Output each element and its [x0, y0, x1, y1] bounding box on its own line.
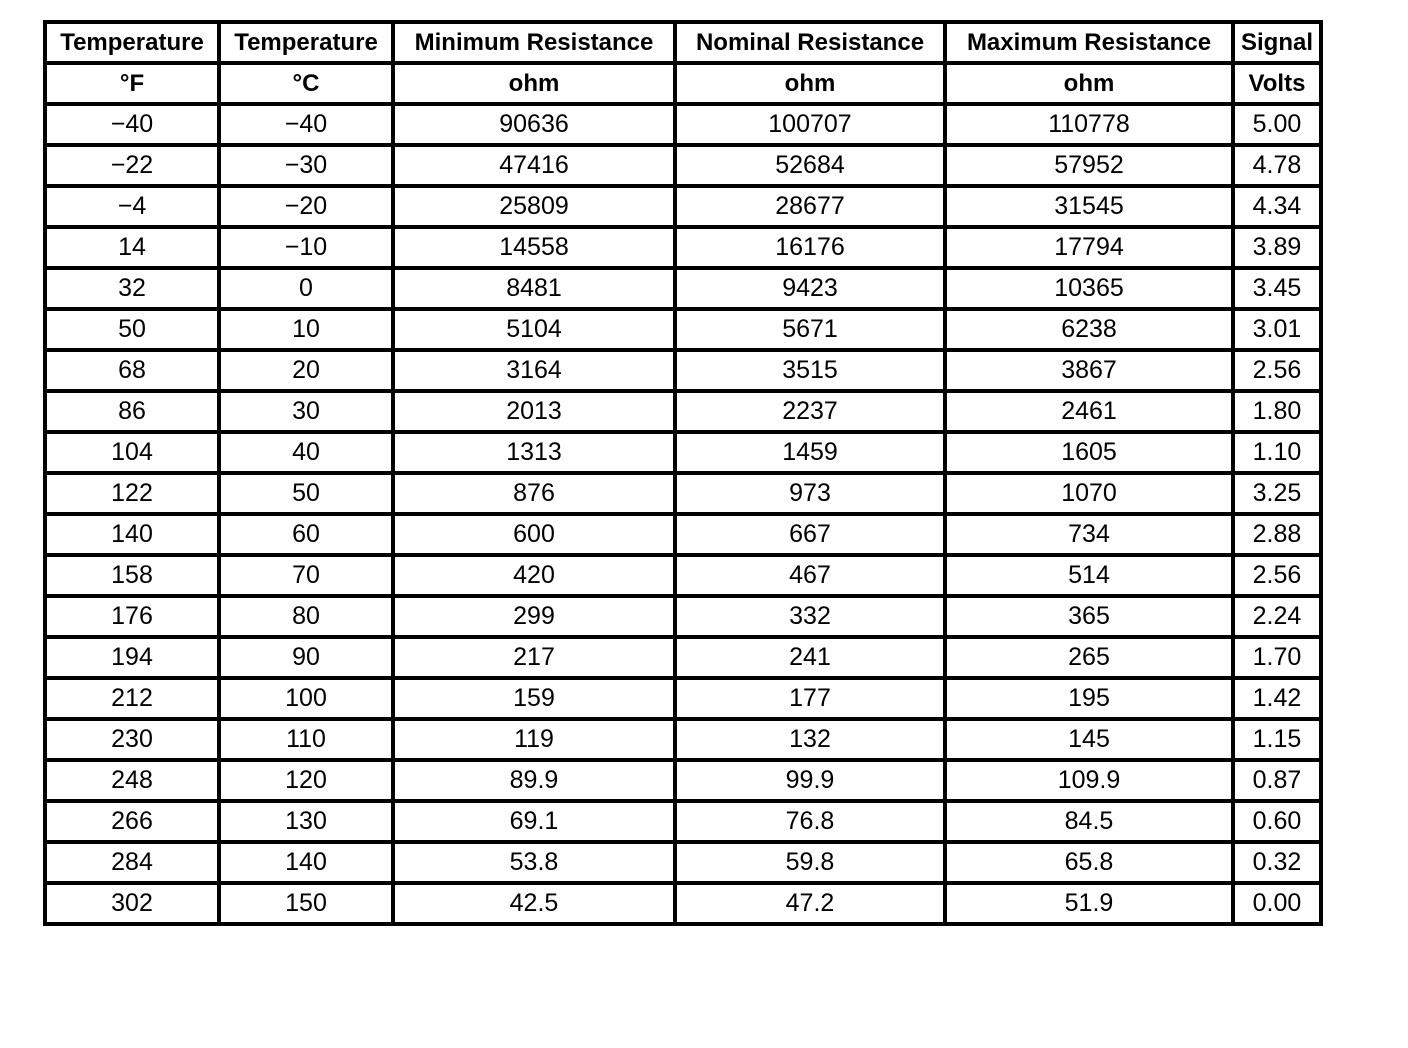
- cell-temp-c: 50: [219, 473, 393, 514]
- header-cell-min-resistance: ohm: [393, 63, 675, 104]
- cell-max-resistance: 31545: [945, 186, 1233, 227]
- cell-signal: 1.80: [1233, 391, 1321, 432]
- table-row: [45, 145, 1321, 186]
- cell-signal: 1.70: [1233, 637, 1321, 678]
- cell-max-resistance: 84.5: [945, 801, 1233, 842]
- header-cell-temp-f: °F: [45, 63, 219, 104]
- temperature-resistance-table: [43, 20, 1323, 926]
- cell-nominal-resistance: 177: [675, 678, 945, 719]
- cell-signal: 0.87: [1233, 760, 1321, 801]
- cell-signal: 2.56: [1233, 350, 1321, 391]
- cell-temp-f: 140: [45, 514, 219, 555]
- cell-temp-c: 140: [219, 842, 393, 883]
- header-cell-max-resistance: ohm: [945, 63, 1233, 104]
- cell-nominal-resistance: 5671: [675, 309, 945, 350]
- cell-temp-c: 120: [219, 760, 393, 801]
- cell-temp-f: 266: [45, 801, 219, 842]
- cell-min-resistance: 600: [393, 514, 675, 555]
- cell-min-resistance: 25809: [393, 186, 675, 227]
- header-cell-max-resistance: Maximum Resistance: [945, 22, 1233, 63]
- cell-nominal-resistance: 973: [675, 473, 945, 514]
- header-row-units: [45, 63, 1321, 104]
- cell-max-resistance: 17794: [945, 227, 1233, 268]
- header-cell-nominal-resistance: ohm: [675, 63, 945, 104]
- cell-nominal-resistance: 28677: [675, 186, 945, 227]
- cell-min-resistance: 5104: [393, 309, 675, 350]
- cell-min-resistance: 69.1: [393, 801, 675, 842]
- cell-signal: 0.60: [1233, 801, 1321, 842]
- cell-temp-f: 284: [45, 842, 219, 883]
- cell-min-resistance: 1313: [393, 432, 675, 473]
- cell-signal: 3.45: [1233, 268, 1321, 309]
- cell-min-resistance: 299: [393, 596, 675, 637]
- table-row: [45, 268, 1321, 309]
- cell-nominal-resistance: 332: [675, 596, 945, 637]
- cell-min-resistance: 89.9: [393, 760, 675, 801]
- cell-signal: 3.89: [1233, 227, 1321, 268]
- cell-nominal-resistance: 99.9: [675, 760, 945, 801]
- cell-nominal-resistance: 2237: [675, 391, 945, 432]
- cell-temp-f: −40: [45, 104, 219, 145]
- table-row: [45, 309, 1321, 350]
- cell-temp-f: 194: [45, 637, 219, 678]
- cell-signal: 0.32: [1233, 842, 1321, 883]
- cell-max-resistance: 2461: [945, 391, 1233, 432]
- header-cell-min-resistance: Minimum Resistance: [393, 22, 675, 63]
- cell-temp-c: 130: [219, 801, 393, 842]
- cell-nominal-resistance: 47.2: [675, 883, 945, 924]
- cell-temp-f: 68: [45, 350, 219, 391]
- table-row: [45, 432, 1321, 473]
- table-row: [45, 391, 1321, 432]
- cell-signal: 3.25: [1233, 473, 1321, 514]
- table-row: [45, 883, 1321, 924]
- cell-nominal-resistance: 1459: [675, 432, 945, 473]
- header-cell-temp-c: Temperature: [219, 22, 393, 63]
- cell-min-resistance: 90636: [393, 104, 675, 145]
- table-row: [45, 678, 1321, 719]
- cell-temp-f: −4: [45, 186, 219, 227]
- cell-temp-c: 10: [219, 309, 393, 350]
- table-row: [45, 801, 1321, 842]
- cell-min-resistance: 2013: [393, 391, 675, 432]
- table-row: [45, 760, 1321, 801]
- cell-temp-c: 90: [219, 637, 393, 678]
- cell-min-resistance: 47416: [393, 145, 675, 186]
- table-row: [45, 473, 1321, 514]
- table-row: [45, 350, 1321, 391]
- cell-nominal-resistance: 52684: [675, 145, 945, 186]
- cell-temp-c: 20: [219, 350, 393, 391]
- cell-min-resistance: 53.8: [393, 842, 675, 883]
- cell-temp-f: 104: [45, 432, 219, 473]
- cell-max-resistance: 110778: [945, 104, 1233, 145]
- cell-min-resistance: 159: [393, 678, 675, 719]
- table-row: [45, 842, 1321, 883]
- cell-max-resistance: 145: [945, 719, 1233, 760]
- table-row: [45, 637, 1321, 678]
- cell-temp-f: 86: [45, 391, 219, 432]
- cell-signal: 4.78: [1233, 145, 1321, 186]
- cell-signal: 5.00: [1233, 104, 1321, 145]
- cell-nominal-resistance: 100707: [675, 104, 945, 145]
- cell-temp-f: −22: [45, 145, 219, 186]
- cell-signal: 2.56: [1233, 555, 1321, 596]
- cell-temp-c: 30: [219, 391, 393, 432]
- cell-max-resistance: 109.9: [945, 760, 1233, 801]
- cell-min-resistance: 876: [393, 473, 675, 514]
- cell-temp-f: 302: [45, 883, 219, 924]
- cell-nominal-resistance: 16176: [675, 227, 945, 268]
- cell-signal: 3.01: [1233, 309, 1321, 350]
- cell-temp-c: −10: [219, 227, 393, 268]
- cell-max-resistance: 365: [945, 596, 1233, 637]
- table-row: [45, 186, 1321, 227]
- cell-temp-c: −30: [219, 145, 393, 186]
- cell-max-resistance: 3867: [945, 350, 1233, 391]
- cell-temp-c: 80: [219, 596, 393, 637]
- cell-signal: 2.24: [1233, 596, 1321, 637]
- cell-temp-f: 212: [45, 678, 219, 719]
- cell-temp-c: 0: [219, 268, 393, 309]
- header-cell-signal: Signal: [1233, 22, 1321, 63]
- table-row: [45, 104, 1321, 145]
- cell-temp-c: 40: [219, 432, 393, 473]
- cell-temp-c: 60: [219, 514, 393, 555]
- header-cell-nominal-resistance: Nominal Resistance: [675, 22, 945, 63]
- cell-temp-f: 32: [45, 268, 219, 309]
- cell-min-resistance: 119: [393, 719, 675, 760]
- cell-signal: 1.15: [1233, 719, 1321, 760]
- cell-nominal-resistance: 241: [675, 637, 945, 678]
- cell-temp-c: −20: [219, 186, 393, 227]
- table-row: [45, 227, 1321, 268]
- table-body: [45, 22, 1321, 924]
- cell-nominal-resistance: 667: [675, 514, 945, 555]
- cell-temp-f: 50: [45, 309, 219, 350]
- cell-signal: 4.34: [1233, 186, 1321, 227]
- cell-temp-c: −40: [219, 104, 393, 145]
- cell-min-resistance: 14558: [393, 227, 675, 268]
- cell-temp-f: 122: [45, 473, 219, 514]
- cell-max-resistance: 65.8: [945, 842, 1233, 883]
- cell-max-resistance: 51.9: [945, 883, 1233, 924]
- cell-signal: 2.88: [1233, 514, 1321, 555]
- header-cell-temp-f: Temperature: [45, 22, 219, 63]
- table-row: [45, 555, 1321, 596]
- cell-nominal-resistance: 3515: [675, 350, 945, 391]
- cell-temp-f: 158: [45, 555, 219, 596]
- cell-nominal-resistance: 76.8: [675, 801, 945, 842]
- cell-signal: 1.10: [1233, 432, 1321, 473]
- cell-min-resistance: 217: [393, 637, 675, 678]
- cell-max-resistance: 6238: [945, 309, 1233, 350]
- cell-nominal-resistance: 59.8: [675, 842, 945, 883]
- cell-signal: 1.42: [1233, 678, 1321, 719]
- cell-temp-c: 70: [219, 555, 393, 596]
- cell-max-resistance: 1605: [945, 432, 1233, 473]
- cell-max-resistance: 734: [945, 514, 1233, 555]
- cell-temp-f: 176: [45, 596, 219, 637]
- table-row: [45, 514, 1321, 555]
- cell-nominal-resistance: 132: [675, 719, 945, 760]
- cell-max-resistance: 10365: [945, 268, 1233, 309]
- cell-signal: 0.00: [1233, 883, 1321, 924]
- header-row-titles: [45, 22, 1321, 63]
- cell-min-resistance: 420: [393, 555, 675, 596]
- header-cell-temp-c: °C: [219, 63, 393, 104]
- header-cell-signal: Volts: [1233, 63, 1321, 104]
- cell-temp-c: 100: [219, 678, 393, 719]
- cell-min-resistance: 3164: [393, 350, 675, 391]
- cell-max-resistance: 195: [945, 678, 1233, 719]
- cell-max-resistance: 57952: [945, 145, 1233, 186]
- cell-temp-c: 150: [219, 883, 393, 924]
- cell-min-resistance: 42.5: [393, 883, 675, 924]
- cell-nominal-resistance: 467: [675, 555, 945, 596]
- table-row: [45, 596, 1321, 637]
- table-row: [45, 719, 1321, 760]
- cell-max-resistance: 265: [945, 637, 1233, 678]
- cell-temp-f: 230: [45, 719, 219, 760]
- cell-nominal-resistance: 9423: [675, 268, 945, 309]
- cell-temp-f: 248: [45, 760, 219, 801]
- cell-temp-f: 14: [45, 227, 219, 268]
- cell-min-resistance: 8481: [393, 268, 675, 309]
- cell-temp-c: 110: [219, 719, 393, 760]
- cell-max-resistance: 1070: [945, 473, 1233, 514]
- cell-max-resistance: 514: [945, 555, 1233, 596]
